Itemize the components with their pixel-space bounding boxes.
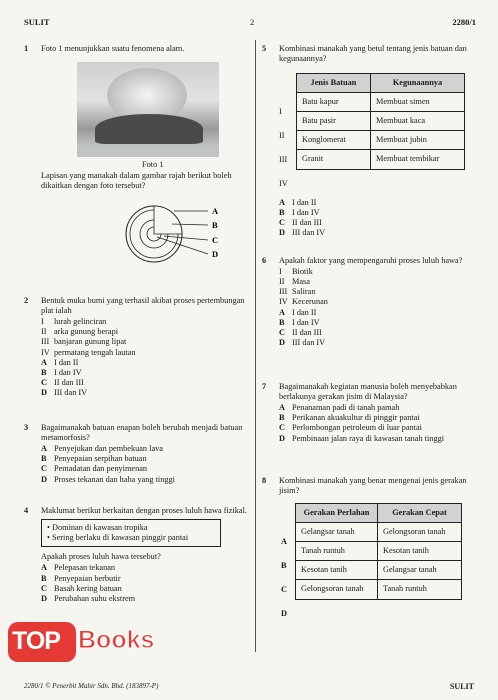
- question-7: [262, 382, 476, 444]
- question-number: 6: [262, 256, 267, 265]
- question-text: Maklumat berikut berkaitan dengan proses luluh hawa fizikal.: [41, 506, 247, 515]
- table-row: Batu kapur Membuat simen: [297, 93, 465, 112]
- table-header: Gerakan Cepat: [378, 504, 462, 523]
- question-5-options: [279, 198, 479, 238]
- question-1-prompt: [24, 171, 246, 191]
- statement-item: IV Kecerunan: [279, 297, 328, 307]
- question-number: 7: [262, 382, 267, 391]
- question-text: Bentuk muka bumi yang terhasil akibat proses pertembungan plat ialah: [41, 296, 245, 316]
- question-number: 8: [262, 476, 267, 485]
- table-row[interactable]: Kesotan tanih Gelangsar tanah: [296, 561, 462, 580]
- movement-table-wrapper: [278, 503, 462, 600]
- footer-publisher: 2280/1 © Penerbit Mahir Sdn. Bhd. (183897-P): [24, 682, 159, 690]
- table-row[interactable]: Gelongsoran tanah Tanah runtuh: [296, 580, 462, 599]
- earth-layers-diagram: [124, 196, 234, 274]
- footer-sulit: SULIT: [449, 682, 474, 691]
- header-code: 2280/1: [452, 17, 476, 27]
- question-number: 1: [24, 44, 29, 53]
- answer-option[interactable]: A Pelepasan tekanan: [41, 563, 116, 573]
- statement-item: I Biotik: [279, 267, 313, 277]
- answer-option[interactable]: B Penyepaian berbutir: [41, 573, 121, 583]
- page-number: 2: [250, 17, 255, 27]
- table-row[interactable]: Gelangsar tanah Gelongsoran tanah: [296, 523, 462, 542]
- question-prompt: Apakah proses luluh hawa tersebut?: [41, 552, 161, 562]
- statement-item: III banjaran gunung lipat: [41, 337, 127, 347]
- table-header: Gerakan Perlahan: [296, 504, 378, 523]
- answer-option[interactable]: C II dan III: [279, 218, 322, 228]
- answer-option[interactable]: C II dan III: [279, 327, 322, 337]
- answer-option[interactable]: B I dan IV: [41, 367, 82, 377]
- statement-item: III Saliran: [279, 287, 316, 297]
- question-text: Lapisan yang manakah dalam gambar rajah berikut boleh dikaitkan dengan foto tersebut?: [41, 171, 232, 191]
- table-row: Konglomerat Membuat jubin: [297, 131, 465, 150]
- answer-option[interactable]: D Proses tekanan dan haba yang tinggi: [41, 474, 175, 484]
- row-letters: A B C D: [281, 537, 287, 618]
- answer-option[interactable]: B Penyepaian serpihan batuan: [41, 454, 147, 464]
- question-8: [262, 476, 476, 497]
- answer-option[interactable]: C II dan III: [41, 377, 84, 387]
- statement-item: IV permatang tengah lautan: [41, 347, 136, 357]
- question-text: Kombinasi manakah yang betul tentang jenis batuan dan kegunaannya?: [279, 44, 467, 64]
- question-1: [24, 44, 246, 54]
- label-a: A: [212, 206, 219, 216]
- answer-option[interactable]: A Penyejukan dan pembekuan lava: [41, 444, 163, 454]
- answer-option[interactable]: A I dan II: [41, 357, 79, 367]
- row-numerals: I II III IV: [279, 107, 288, 188]
- mass-movement-table: [295, 503, 462, 600]
- question-5: [262, 44, 476, 65]
- answer-option[interactable]: A I dan II: [279, 307, 317, 317]
- question-3: [24, 423, 248, 485]
- statement-item: I lurah gelinciran: [41, 317, 107, 327]
- label-b: B: [212, 220, 218, 230]
- label-c: C: [212, 235, 219, 245]
- info-box: • Dominan di kawasan tropika • Sering berlaku di kawasan pinggir pantai: [41, 519, 221, 547]
- question-2: [24, 296, 248, 398]
- table-row: Batu pasir Membuat kaca: [297, 112, 465, 131]
- answer-option[interactable]: B I dan IV: [279, 317, 320, 327]
- answer-option[interactable]: A I dan II: [279, 198, 317, 207]
- statement-item: II arka gunung berapi: [41, 327, 119, 337]
- question-text: Apakah faktor yang mempengaruhi proses luluh hawa?: [279, 256, 463, 265]
- statement-item: II Masa: [279, 277, 310, 287]
- question-number: 2: [24, 296, 29, 305]
- column-divider: [255, 40, 256, 652]
- answer-option[interactable]: D III dan IV: [279, 228, 326, 238]
- rock-table-wrapper: [276, 73, 465, 170]
- answer-option[interactable]: D Perubahan suhu ekstrem: [41, 593, 136, 603]
- question-4: [24, 506, 248, 604]
- question-text: Kombinasi manakah yang benar mengenai jenis gerakan jisim?: [279, 476, 467, 496]
- table-row[interactable]: Tanah runtuh Kesotan tanih: [296, 542, 462, 561]
- answer-option[interactable]: D III dan IV: [279, 337, 326, 347]
- question-6: [262, 256, 476, 348]
- answer-option[interactable]: A Penanaman padi di tanah pamah: [279, 403, 400, 413]
- question-text: Bagaimanakah kegiatan manusia boleh menyebabkan berlakunya gerakan jisim di Malaysia?: [279, 382, 457, 402]
- answer-option[interactable]: B I dan IV: [279, 208, 320, 218]
- answer-option[interactable]: C Pemadatan dan penyimenan: [41, 464, 148, 474]
- topbooks-logo: TOP Books: [6, 612, 156, 672]
- table-header: Kegunaannya: [371, 74, 465, 93]
- table-header: Jenis Batuan: [297, 74, 371, 93]
- pointer-line-c: [164, 236, 208, 240]
- answer-option[interactable]: D Pembinaan jalan raya di kawasan tanah tinggi: [279, 433, 445, 443]
- question-text: Foto 1 menunjukkan suatu fenomena alam.: [41, 44, 185, 53]
- answer-option[interactable]: C Basah kering batuan: [41, 583, 122, 593]
- question-text: Bagaimanakah batuan enapan boleh berubah menjadi batuan metamorfosis?: [41, 423, 243, 443]
- answer-option[interactable]: D III dan IV: [41, 387, 88, 397]
- question-number: 4: [24, 506, 29, 515]
- answer-option[interactable]: B Perikanan akuakultur di pinggir pantai: [279, 413, 420, 423]
- rock-use-table: [296, 73, 465, 170]
- table-row: Granit Membuat tembikar: [297, 150, 465, 169]
- label-d: D: [212, 249, 219, 259]
- header-left: SULIT: [24, 17, 50, 27]
- volcano-photo: [77, 62, 219, 157]
- answer-option[interactable]: C Perlombongan petroleum di luar pantai: [279, 423, 422, 433]
- photo-caption: Foto 1: [142, 160, 164, 169]
- question-number: 3: [24, 423, 29, 432]
- question-number: 5: [262, 44, 267, 53]
